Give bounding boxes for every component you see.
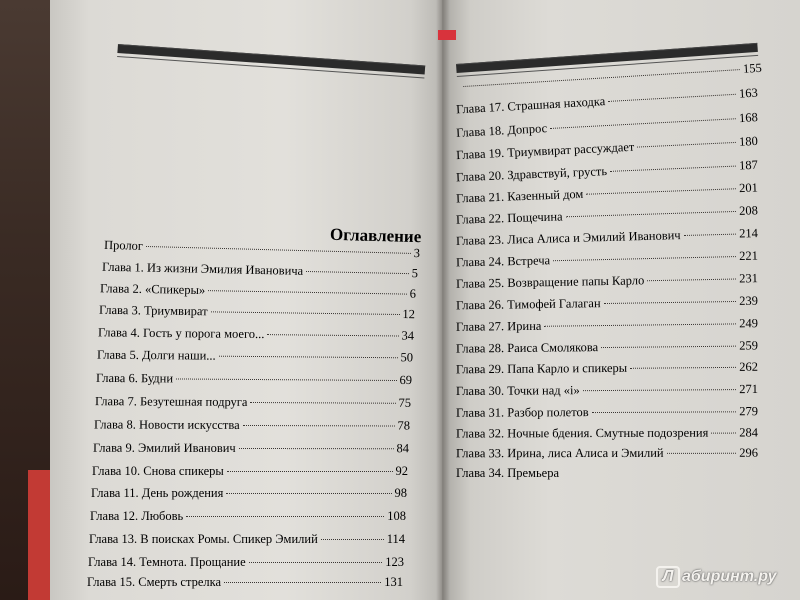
toc-entry [456,360,758,378]
toc-entry-label: Глава 32. Ночные бдения. Смутные подозрения [455,425,709,441]
toc-entry-page: 262 [739,359,759,374]
toc-entry-page: 155 [742,60,763,76]
toc-entry-label: Глава 24. Встреча [455,253,551,270]
dot-leader [208,290,407,294]
toc-entry-label: Глава 23. Лиса Алиса и Эмилий Иванович [455,228,681,248]
watermark-text: абиринт.ру [682,568,777,585]
toc-entry-page: 84 [396,441,410,456]
toc-entry-label: Глава 4. Гость у порога моего... [97,325,265,342]
toc-entry-label: Глава 13. В поисках Ромы. Спикер Эмилий [89,532,318,546]
toc-entry-label: Пролог [103,237,144,253]
toc-entry-page: 34 [401,328,415,343]
toc-entry-page: 98 [394,486,407,500]
toc-entry-label [86,582,266,597]
toc-entry-page: 114 [386,532,405,546]
toc-entry [95,394,411,411]
toc-entry-page: 123 [385,555,404,569]
toc-entry-label: Глава 10. Снова спикеры [92,464,224,478]
toc-entry-label: Глава 21. Казенный дом [455,186,584,206]
toc-entry-page: 284 [739,425,759,440]
dot-leader [544,323,736,326]
toc-entry [92,464,408,479]
dot-leader [553,256,736,261]
dot-leader [239,448,394,449]
toc-entry-label: Глава 28. Раиса Смолякова [455,340,599,356]
toc-entry-label: Глава 18. Допрос [455,121,548,140]
toc-entry [93,441,409,457]
dot-leader [146,246,411,254]
toc-entry-label: Глава 1. Из жизни Эмилия Ивановича [101,259,304,278]
toc-entry-page: 168 [738,110,759,126]
toc-entry-page: 208 [738,203,759,218]
toc-entry-label: Глава 19. Триумвират рассуждает [455,139,635,163]
toc-entry-label: Глава 20. Здравствуй, грусть [455,164,608,185]
toc-entry-page: 108 [387,509,406,523]
labirint-watermark [656,566,777,588]
toc-entry-label: Глава 22. Пощечина [455,209,563,227]
toc-entry-page: 180 [738,133,759,149]
toc-entry-page: 239 [739,293,759,308]
dot-leader [630,367,736,369]
toc-entry [456,446,758,462]
toc-entry-page: 296 [739,445,759,460]
toc-entry-page: 201 [738,180,759,196]
toc-entry-page: 92 [395,464,408,478]
toc-entry [96,371,412,388]
dot-leader [583,389,737,391]
toc-heading: Оглавление [329,224,422,247]
dot-leader [550,118,736,129]
toc-entry-label: Глава 33. Ирина, лиса Алиса и Эмилий [455,445,664,461]
labirint-logo-icon: Л [656,566,680,588]
toc-entry-label: Глава 9. Эмилий Иванович [92,440,236,455]
toc-entry-page: 6 [409,286,417,301]
toc-entry-label: Глава 17. Страшная находка [455,94,606,117]
dot-leader [321,539,384,540]
toc-entry-page: 279 [739,404,759,419]
toc-entry-page: 163 [738,85,759,101]
toc-entry [456,425,758,441]
dot-leader [647,279,736,282]
dot-leader [586,188,736,194]
toc-entry-label: Глава 14. Темнота. Прощание [88,555,246,569]
toc-entry [91,486,407,501]
toc-entry-label: Глава 15. Смерть стрелка [87,575,222,589]
toc-entry [456,338,758,356]
dot-leader [711,433,736,434]
dot-leader [667,453,737,454]
toc-entry-label: Глава 2. «Спикеры» [99,281,206,298]
toc-entry-page: 249 [739,316,759,331]
toc-entry-label: Глава 6. Будни [95,370,174,386]
toc-entry-label: Глава 11. День рождения [91,486,224,500]
dot-leader [227,471,393,472]
toc-entry-page: 231 [739,271,759,286]
toc-entry-page: 69 [399,373,413,388]
dot-leader [604,301,737,304]
dot-leader [219,356,398,359]
dot-leader [637,142,736,148]
dot-leader [267,334,398,336]
dot-leader [684,234,737,236]
toc-entry [89,532,405,547]
toc-entry-page: 5 [411,266,419,281]
toc-entry-label: Глава 26. Тимофей Галаган [455,296,601,313]
toc-entry [94,417,410,433]
toc-entry [456,404,758,421]
book-gutter [436,0,450,600]
dot-leader [306,271,409,274]
toc-entry-page: 131 [384,575,403,589]
toc-entry [456,466,636,481]
toc-entry-label: Глава 27. Ирина [455,318,542,334]
toc-entry [88,555,404,570]
toc-entry-page [383,582,402,597]
toc-entry [90,509,406,524]
dot-leader [250,402,395,404]
toc-entry-page: 12 [402,307,416,322]
dot-leader [249,562,383,563]
toc-entry-page: 187 [738,157,759,173]
toc-entry-label: Глава 7. Безутешная подруга [94,394,248,409]
dot-leader [608,94,736,102]
toc-entry-label: Глава 31. Разбор полетов [455,405,589,420]
toc-entry-page: 259 [739,338,759,353]
toc-entry-page: 3 [413,245,421,261]
toc-entry-label: Глава 3. Триумвират [98,302,208,319]
toc-entry-label: Глава 34. Премьера [456,466,560,480]
dot-leader [610,166,736,172]
toc-entry-label: Глава 30. Точки над «i» [455,383,580,399]
toc-entry-page: 50 [400,350,414,365]
red-bookmark [438,30,456,40]
toc-entry [97,348,413,366]
toc-entry-page: 75 [398,395,412,410]
dot-leader [592,411,737,413]
toc-entry-label: Глава 5. Долги наши... [96,347,216,363]
dot-leader [226,493,391,494]
dot-leader [176,378,396,381]
dot-leader [601,346,736,348]
dot-leader [211,311,400,315]
dot-leader [186,516,384,517]
toc-entry-page: 214 [739,226,759,241]
toc-entry-page: 271 [739,381,759,397]
toc-entry-page: 78 [397,418,411,433]
dot-leader [243,425,395,427]
toc-entry-page: 221 [739,248,759,263]
toc-entry-label: Глава 12. Любовь [90,509,184,523]
dot-leader [269,589,381,590]
toc-entry-label: Глава 8. Новости искусства [93,417,240,432]
dot-leader [566,211,737,217]
toc-entry-label: Глава 25. Возвращение папы Карло [455,273,645,291]
toc-entry-label: Глава 29. Папа Карло и спикеры [455,360,628,377]
toc-entry [456,382,758,399]
